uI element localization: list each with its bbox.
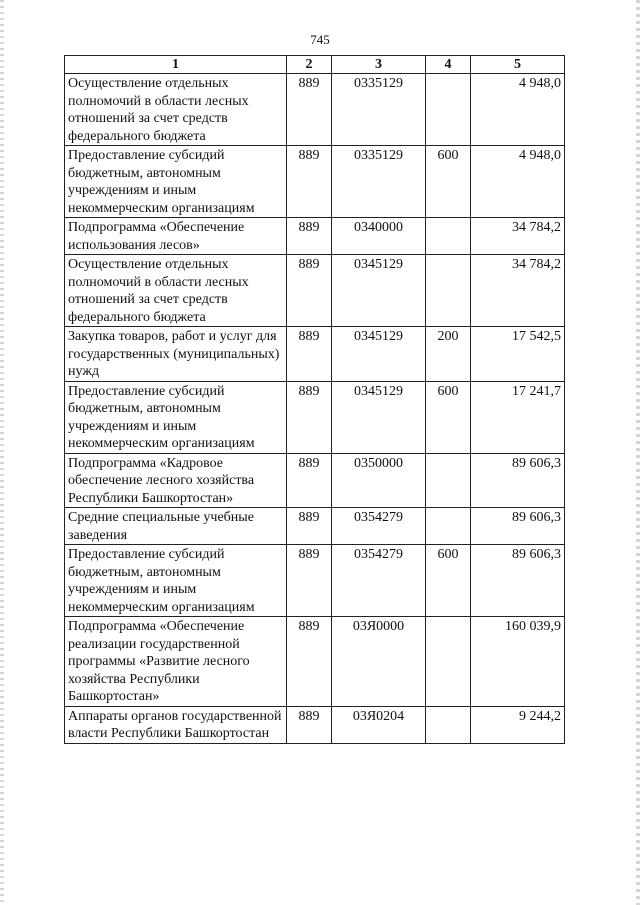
scan-edge-left xyxy=(0,0,4,905)
row-expense-type-cell xyxy=(426,453,471,508)
row-amount-cell: 4 948,0 xyxy=(471,146,565,218)
row-ministry-code-cell: 889 xyxy=(287,381,332,453)
row-amount-cell: 4 948,0 xyxy=(471,74,565,146)
table-row xyxy=(65,74,565,146)
row-amount-cell: 34 784,2 xyxy=(471,255,565,327)
row-target-article-cell: 0350000 xyxy=(332,453,426,508)
row-target-article-cell: 0354279 xyxy=(332,545,426,617)
row-expense-type-cell: 600 xyxy=(426,146,471,218)
row-ministry-code-cell: 889 xyxy=(287,74,332,146)
row-ministry-code-cell: 889 xyxy=(287,508,332,545)
table-row xyxy=(65,381,565,453)
row-amount-cell: 34 784,2 xyxy=(471,218,565,255)
row-target-article-cell: 0345129 xyxy=(332,381,426,453)
header-col-3: 3 xyxy=(332,56,426,74)
row-target-article-cell: 0354279 xyxy=(332,508,426,545)
row-name-cell: Подпрограмма «Кадровое обеспечение лесного хозяйства Республики Башкортостан» xyxy=(65,453,287,508)
table-row xyxy=(65,453,565,508)
row-amount-cell: 17 542,5 xyxy=(471,327,565,382)
row-ministry-code-cell: 889 xyxy=(287,218,332,255)
row-expense-type-cell xyxy=(426,255,471,327)
page-number: 745 xyxy=(310,32,330,47)
row-name-cell: Осуществление отдельных полномочий в области лесных отношений за счет средств федерального бюджета xyxy=(65,255,287,327)
table-row xyxy=(65,146,565,218)
row-amount-cell: 9 244,2 xyxy=(471,706,565,743)
row-ministry-code-cell: 889 xyxy=(287,453,332,508)
table-body xyxy=(65,74,565,744)
row-name-cell: Предоставление субсидий бюджетным, автономным учреждениям и иным некоммерческим организациям xyxy=(65,146,287,218)
header-col-2: 2 xyxy=(287,56,332,74)
row-name-cell: Аппараты органов государственной власти Республики Башкортостан xyxy=(65,706,287,743)
row-expense-type-cell xyxy=(426,74,471,146)
row-ministry-code-cell: 889 xyxy=(287,146,332,218)
row-ministry-code-cell: 889 xyxy=(287,327,332,382)
row-expense-type-cell xyxy=(426,508,471,545)
row-expense-type-cell xyxy=(426,218,471,255)
header-col-1: 1 xyxy=(65,56,287,74)
table-row xyxy=(65,327,565,382)
row-name-cell: Подпрограмма «Обеспечение использования лесов» xyxy=(65,218,287,255)
row-expense-type-cell: 600 xyxy=(426,381,471,453)
budget-table xyxy=(64,55,565,744)
table-row xyxy=(65,508,565,545)
row-name-cell: Осуществление отдельных полномочий в области лесных отношений за счет средств федерального бюджета xyxy=(65,74,287,146)
row-amount-cell: 17 241,7 xyxy=(471,381,565,453)
row-ministry-code-cell: 889 xyxy=(287,617,332,707)
row-amount-cell: 89 606,3 xyxy=(471,453,565,508)
header-col-4: 4 xyxy=(426,56,471,74)
row-target-article-cell: 0345129 xyxy=(332,327,426,382)
row-amount-cell: 160 039,9 xyxy=(471,617,565,707)
table-row xyxy=(65,218,565,255)
row-amount-cell: 89 606,3 xyxy=(471,545,565,617)
row-target-article-cell: 0335129 xyxy=(332,74,426,146)
row-ministry-code-cell: 889 xyxy=(287,706,332,743)
table-row xyxy=(65,706,565,743)
row-expense-type-cell xyxy=(426,617,471,707)
table-row xyxy=(65,255,565,327)
row-name-cell: Предоставление субсидий бюджетным, автономным учреждениям и иным некоммерческим организациям xyxy=(65,381,287,453)
row-expense-type-cell xyxy=(426,706,471,743)
row-name-cell: Предоставление субсидий бюджетным, автономным учреждениям и иным некоммерческим организациям xyxy=(65,545,287,617)
table-row xyxy=(65,617,565,707)
row-amount-cell: 89 606,3 xyxy=(471,508,565,545)
header-col-5: 5 xyxy=(471,56,565,74)
row-target-article-cell: 03Я0000 xyxy=(332,617,426,707)
row-ministry-code-cell: 889 xyxy=(287,545,332,617)
header-row xyxy=(65,56,565,74)
row-expense-type-cell: 600 xyxy=(426,545,471,617)
row-target-article-cell: 03Я0204 xyxy=(332,706,426,743)
row-target-article-cell: 0345129 xyxy=(332,255,426,327)
row-expense-type-cell: 200 xyxy=(426,327,471,382)
table-row xyxy=(65,545,565,617)
row-name-cell: Закупка товаров, работ и услуг для государственных (муниципальных) нужд xyxy=(65,327,287,382)
row-ministry-code-cell: 889 xyxy=(287,255,332,327)
row-target-article-cell: 0340000 xyxy=(332,218,426,255)
row-target-article-cell: 0335129 xyxy=(332,146,426,218)
scan-edge-right xyxy=(636,0,640,905)
row-name-cell: Подпрограмма «Обеспечение реализации государственной программы «Развитие лесного хозяйства Республики Башкортостан» xyxy=(65,617,287,707)
row-name-cell: Средние специальные учебные заведения xyxy=(65,508,287,545)
